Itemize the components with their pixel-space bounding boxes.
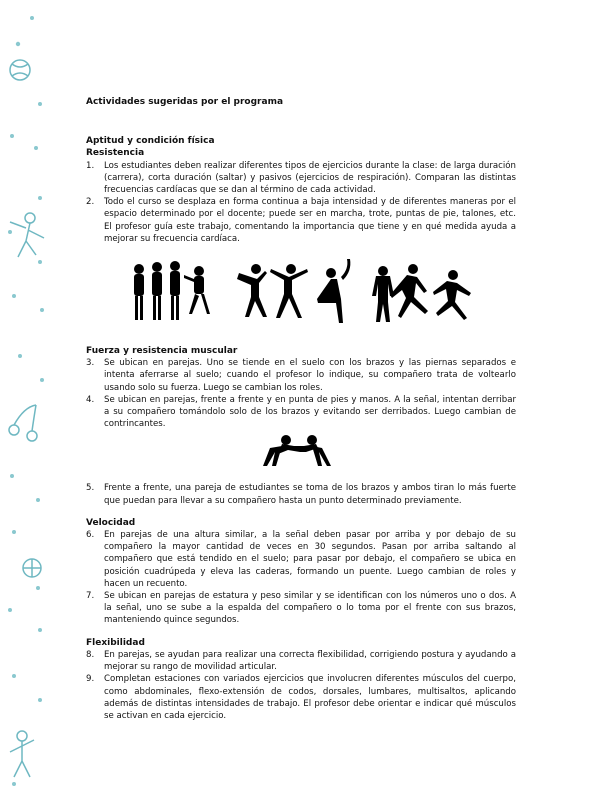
wrestling-pair-illustration: [256, 432, 346, 472]
list-item: 7. Se ubican en parejas de estatura y peso similar y se identifican con los números uno o dos. A la señal, uno se sube a la espalda del compañero o lo toma por el frente con sus brazos, manteniendo quince segundos.: [86, 591, 516, 626]
child-figure-icon: [10, 213, 44, 257]
child-figure-bottom-icon: [10, 731, 34, 777]
jumping-child-silhouette: [184, 266, 210, 314]
list-item: 2. Todo el curso se desplaza en forma continua a baja intensidad y de diferentes maneras por el espacio determinado por el docente; puede ser en marcha, trote, puntas de pie, talones, etc. El profesor guía este trabajo, comentando la importancia que tiene y en qué medida ayuda a mejorar su frecuencia cardíaca.: [86, 197, 516, 244]
subheading-flexibilidad: Flexibilidad: [86, 637, 145, 648]
list-item: 8. En parejas, se ayudan para realizar una correcta flexibilidad, corrigiendo postura y ayudando a mejorar su rango de movilidad articular.: [86, 649, 516, 673]
list-item: 5. Frente a frente, una pareja de estudiantes se toma de los brazos y ambos tiran lo más fuerte que puedan para llevar a su compañero hasta un punto determinado previamente.: [86, 483, 516, 506]
standing-child-silhouette: [170, 261, 180, 320]
standing-child-silhouette: [134, 264, 144, 320]
list-item: 1. Los estudiantes deben realizar diferentes tipos de ejercicios durante la clase: de larga duración (carrera), corta duración (saltar) y pasivos (ejercicios de respiración). Comparan las distintas frecuencias cardíacas que se dan al término de cada actividad.: [86, 160, 516, 196]
section-heading-aptitud: Aptitud y condición física: [86, 136, 215, 147]
subheading-fuerza: Fuerza y resistencia muscular: [86, 346, 238, 357]
list-item: 4. Se ubican en parejas, frente a frente y en punta de pies y manos. A la señal, intentan derribar a su compañero tomándolo solo de los brazos y evitando ser derribados. Luego cambian de contrincantes.: [86, 394, 516, 430]
list-flexibilidad: [86, 649, 516, 722]
subheading-velocidad: Velocidad: [86, 517, 136, 528]
list-item: 9. Completan estaciones con variados ejercicios que involucren diferentes músculos del cuerpo, como abdominales, flexo-extensión de codos, dorsales, lumbares, multisaltos, aplicando además de distintas intensidades de trabajo. El profesor debe orientar e indicar qué músculos se activan en cada ejercicio.: [86, 674, 516, 721]
subheading-resistencia: Resistencia: [86, 148, 145, 159]
dancing-child-silhouette: [270, 264, 308, 318]
basketball-icon: [23, 559, 41, 577]
kicking-child-silhouette: [317, 259, 350, 323]
document-title: Actividades sugeridas por el programa: [86, 97, 284, 107]
list-velocidad: [86, 529, 516, 627]
standing-child-silhouette: [152, 262, 162, 320]
ball-icon: [10, 60, 30, 80]
margin-decoration: [0, 0, 70, 800]
list-fuerza-continued: [86, 482, 516, 506]
list-item: 6. En parejas de una altura similar, a la señal deben pasar por arriba y por debajo de su compañero la mayor cantidad de veces en 30 segundos. Pasan por arriba saltando al compañero que está tendido en el suelo; para pasar por debajo, el compañero se ubica en posición cuadrúpeda y eleva las caderas, formando un puente. Luego cambian de roles y hacen un recuento.: [86, 530, 516, 589]
list-fuerza: [86, 357, 516, 430]
document-body: [86, 96, 516, 722]
exercise-silhouettes-illustration: [121, 259, 481, 329]
running-child-silhouette: [433, 270, 471, 320]
list-item: 3. Se ubican en parejas. Uno se tiende en el suelo con los brazos y las piernas separados e intenta aferrarse al suelo; cuando el profesor lo indique, su compañero trata de voltearlo usando solo su fuerza. Luego se cambian los roles.: [86, 358, 516, 393]
list-resistencia: [86, 160, 516, 245]
running-child-silhouette: [390, 264, 428, 318]
dancing-child-silhouette: [237, 264, 267, 317]
cherries-icon: [9, 405, 37, 441]
standing-child-silhouette: [372, 266, 394, 322]
